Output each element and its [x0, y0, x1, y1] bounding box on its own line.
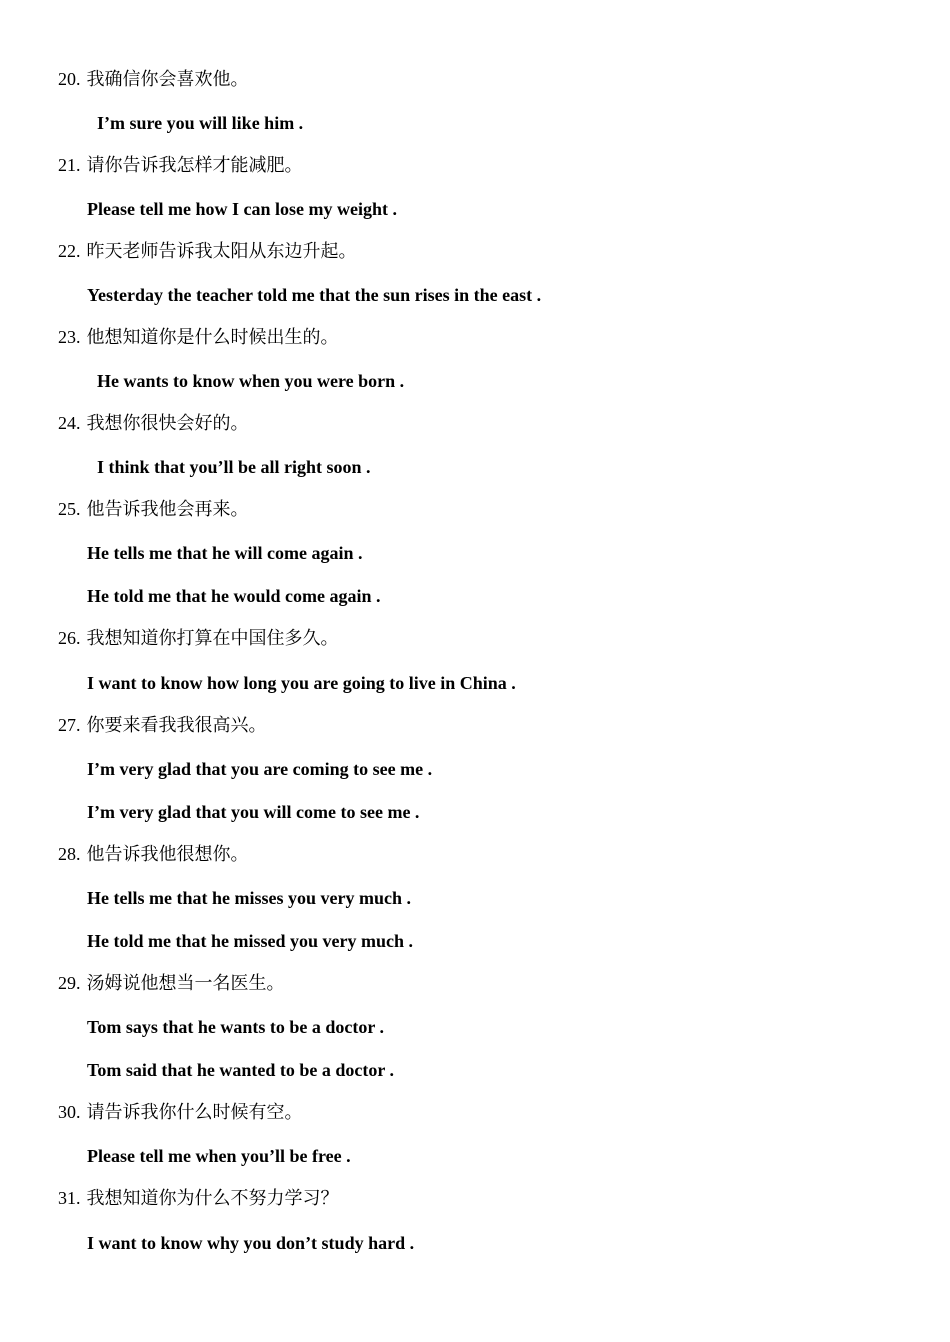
answer-line: He wants to know when you were born . — [97, 371, 405, 391]
answer-line: Yesterday the teacher told me that the sun rises in the east . — [87, 285, 542, 305]
question-text: 我想知道你打算在中国住多久。 — [86, 628, 339, 648]
answer-line: He tells me that he will come again . — [87, 543, 363, 563]
question-line — [58, 714, 267, 736]
question-text: 他告诉我他很想你。 — [86, 844, 249, 864]
answer-line: He told me that he would come again . — [87, 586, 381, 606]
question-text: 我想你很快会好的。 — [86, 413, 249, 433]
question-line — [58, 154, 303, 176]
question-text: 昨天老师告诉我太阳从东边升起。 — [86, 241, 357, 261]
question-line — [58, 627, 339, 649]
answer-line: I’m sure you will like him . — [97, 113, 304, 133]
question-number: 22. — [58, 241, 81, 261]
question-number: 23. — [58, 327, 81, 347]
question-number: 29. — [58, 973, 81, 993]
question-line — [58, 68, 249, 90]
answer-line: I want to know how long you are going to live in China . — [87, 673, 516, 693]
question-number: 31. — [58, 1188, 81, 1208]
question-text: 我想知道你为什么不努力学习？ — [86, 1188, 339, 1208]
question-line — [58, 1187, 339, 1209]
question-line — [58, 972, 285, 994]
question-number: 24. — [58, 413, 81, 433]
question-text: 他告诉我他会再来。 — [86, 499, 249, 519]
answer-line: Tom said that he wanted to be a doctor . — [87, 1060, 395, 1080]
question-line — [58, 240, 357, 262]
answer-line: I’m very glad that you will come to see me . — [87, 802, 420, 822]
question-text: 请你告诉我怎样才能减肥。 — [86, 155, 303, 175]
question-number: 25. — [58, 499, 81, 519]
answer-line: I want to know why you don’t study hard . — [87, 1233, 415, 1253]
question-text: 汤姆说他想当一名医生。 — [86, 973, 285, 993]
question-text: 请告诉我你什么时候有空。 — [86, 1102, 303, 1122]
question-number: 26. — [58, 628, 81, 648]
answer-line: Please tell me how I can lose my weight . — [87, 199, 397, 219]
question-line — [58, 412, 249, 434]
answer-line: I think that you’ll be all right soon . — [97, 457, 371, 477]
question-line — [58, 1101, 303, 1123]
answer-line: Tom says that he wants to be a doctor . — [87, 1017, 385, 1037]
question-text: 他想知道你是什么时候出生的。 — [86, 327, 339, 347]
question-number: 30. — [58, 1102, 81, 1122]
answer-line: Please tell me when you’ll be free . — [87, 1146, 351, 1166]
question-number: 20. — [58, 69, 81, 89]
question-text: 我确信你会喜欢他。 — [86, 69, 249, 89]
answer-line: He tells me that he misses you very much . — [87, 888, 411, 908]
question-line — [58, 498, 249, 520]
answer-line: He told me that he missed you very much . — [87, 931, 413, 951]
question-number: 21. — [58, 155, 81, 175]
question-number: 28. — [58, 844, 81, 864]
question-line — [58, 326, 339, 348]
answer-line: I’m very glad that you are coming to see me . — [87, 759, 433, 779]
question-text: 你要来看我我很高兴。 — [86, 715, 267, 735]
question-number: 27. — [58, 715, 81, 735]
question-line — [58, 843, 249, 865]
